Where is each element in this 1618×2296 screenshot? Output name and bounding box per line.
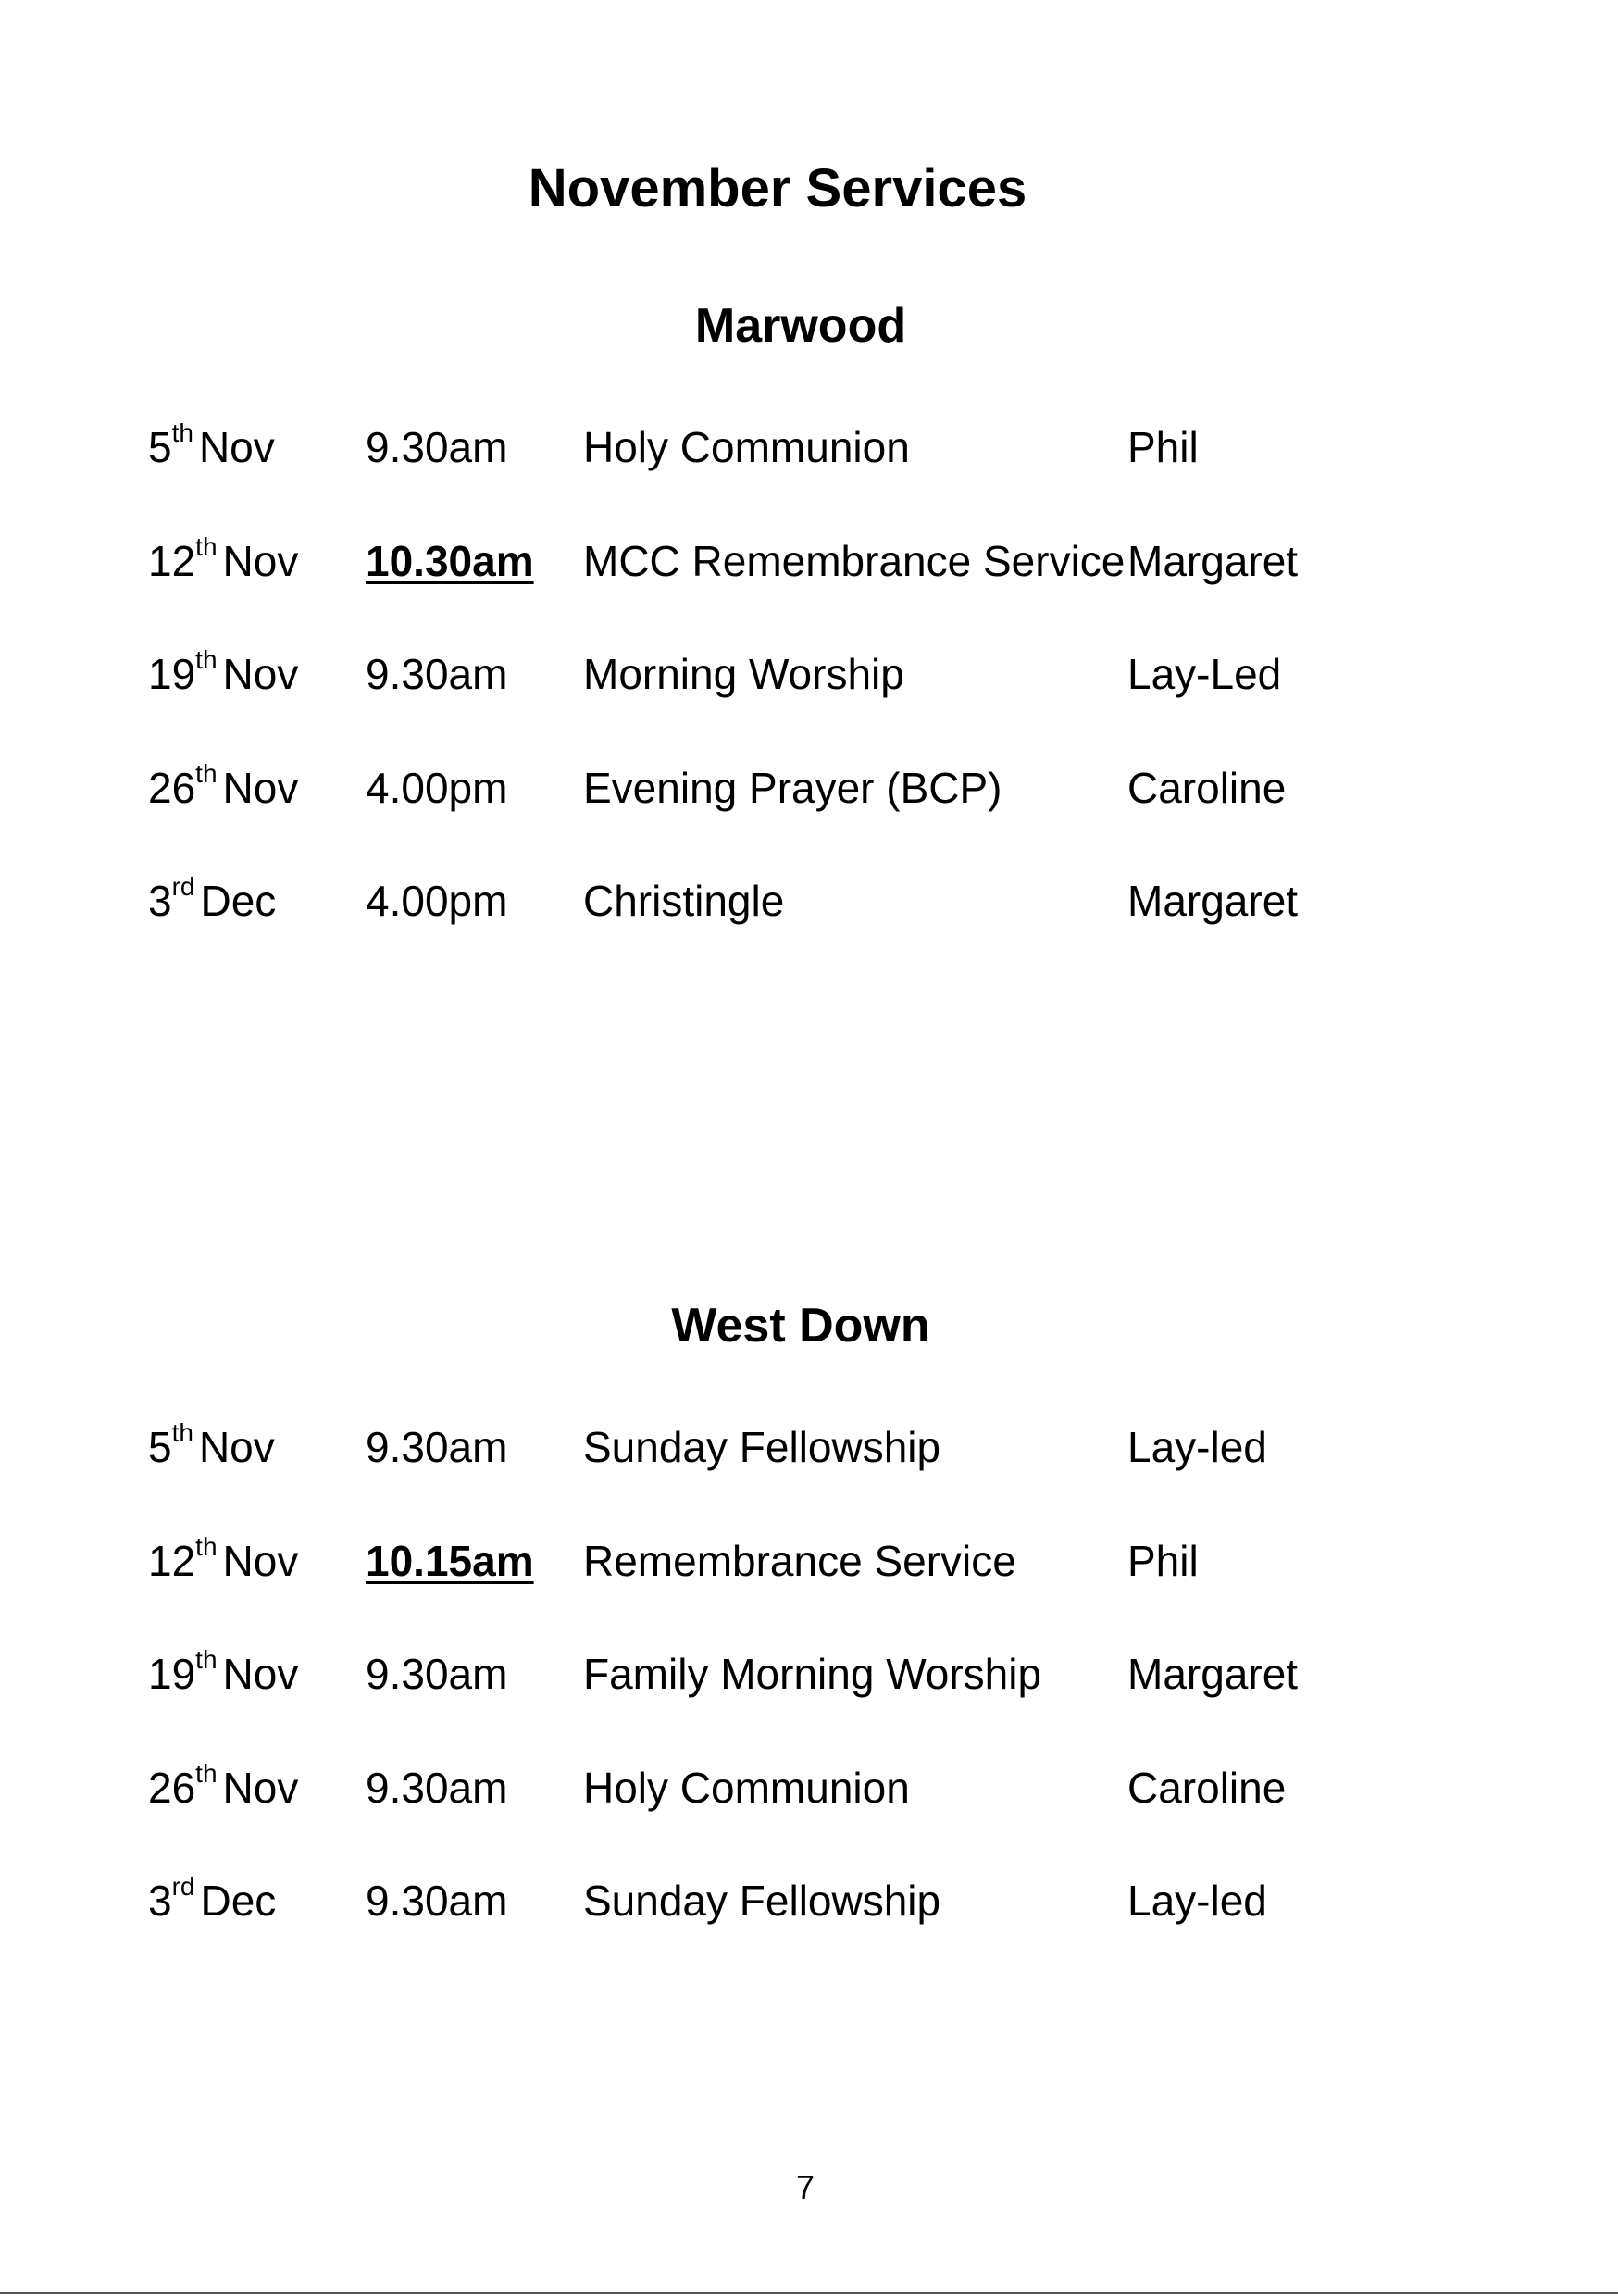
- service-leader: Margaret: [1127, 536, 1299, 585]
- service-date: 3rd Dec: [148, 872, 277, 925]
- service-row: [148, 870, 1351, 984]
- page-number: 7: [795, 2168, 815, 2206]
- service-row: [148, 417, 1351, 530]
- service-name: Holy Communion: [583, 423, 910, 471]
- service-name: Remembrance Service: [583, 1536, 1016, 1585]
- service-time: 9.30am: [366, 1650, 508, 1698]
- service-leader: Margaret: [1127, 877, 1299, 925]
- service-name: Morning Worship: [583, 650, 904, 698]
- service-time-highlighted: 10.30am: [366, 536, 534, 585]
- service-date: 26th Nov: [148, 1758, 299, 1812]
- service-name: Evening Prayer (BCP): [583, 763, 1002, 812]
- bottom-divider: [0, 2292, 1618, 2294]
- service-leader: Lay-Led: [1127, 650, 1282, 698]
- service-leader: Lay-led: [1127, 1423, 1267, 1471]
- service-row: [148, 643, 1351, 757]
- service-leader: Phil: [1127, 423, 1199, 471]
- service-date: 3rd Dec: [148, 1872, 277, 1925]
- service-name: Christingle: [583, 877, 785, 925]
- section-title-marwood: Marwood: [694, 299, 907, 353]
- page-title: November Services: [528, 158, 1027, 218]
- service-name: MCC Remembrance Service: [583, 536, 1126, 585]
- marwood-service-list: [148, 417, 1351, 984]
- service-time: 9.30am: [366, 650, 508, 698]
- service-time: 9.30am: [366, 1763, 508, 1812]
- service-date: 5th Nov: [148, 418, 275, 471]
- service-time: 9.30am: [366, 423, 508, 471]
- service-date: 12th Nov: [148, 1531, 299, 1585]
- service-date: 19th Nov: [148, 1645, 299, 1698]
- service-time: 9.30am: [366, 1423, 508, 1471]
- service-name: Holy Communion: [583, 1763, 910, 1812]
- service-leader: Phil: [1127, 1536, 1199, 1585]
- service-leader: Margaret: [1127, 1650, 1299, 1698]
- service-row: [148, 1416, 1351, 1530]
- service-date: 26th Nov: [148, 758, 299, 812]
- service-row: [148, 757, 1351, 871]
- service-leader: Caroline: [1127, 1763, 1287, 1812]
- service-row: [148, 530, 1351, 644]
- service-row: [148, 1757, 1351, 1871]
- service-date: 19th Nov: [148, 645, 299, 698]
- service-name: Sunday Fellowship: [583, 1423, 941, 1471]
- service-date: 12th Nov: [148, 531, 299, 585]
- west-down-service-list: [148, 1416, 1351, 1984]
- service-leader: Caroline: [1127, 763, 1287, 812]
- service-date: 5th Nov: [148, 1418, 275, 1471]
- service-row: [148, 1530, 1351, 1644]
- service-time: 9.30am: [366, 1877, 508, 1925]
- service-time: 4.00pm: [366, 763, 508, 812]
- section-title-west-down: West Down: [671, 1299, 930, 1353]
- service-time-highlighted: 10.15am: [366, 1536, 534, 1585]
- service-row: [148, 1870, 1351, 1984]
- service-leader: Lay-led: [1127, 1877, 1267, 1925]
- service-time: 4.00pm: [366, 877, 508, 925]
- service-name: Family Morning Worship: [583, 1650, 1042, 1698]
- service-row: [148, 1643, 1351, 1757]
- service-name: Sunday Fellowship: [583, 1877, 941, 1925]
